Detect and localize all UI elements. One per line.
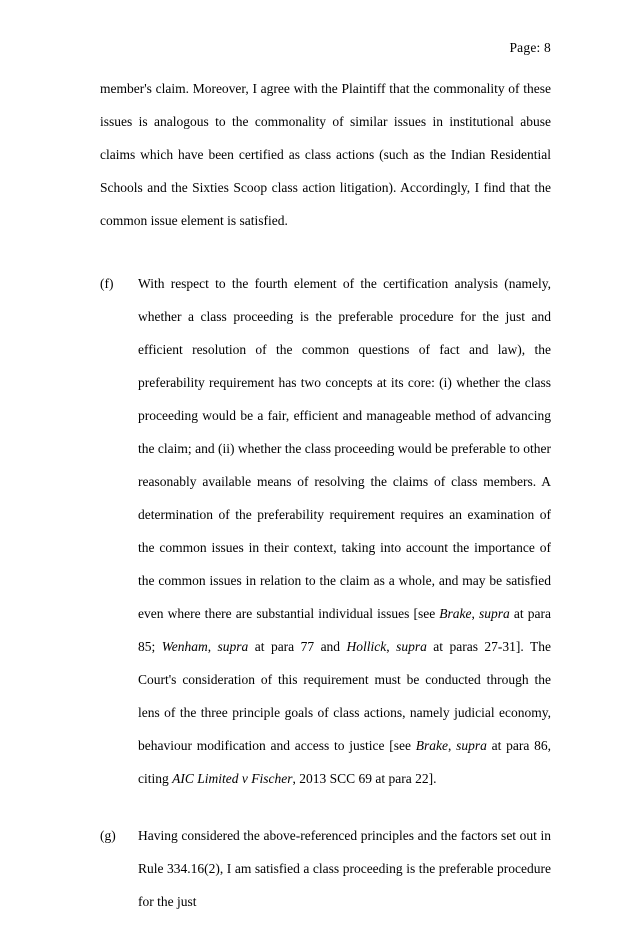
paragraph-text-g: Having considered the above-referenced principles and the factors set out in Rule 334.16(2), I am satisfied a class proceeding is the preferable procedure for the just <box>138 828 551 909</box>
paragraph-continuation <box>100 72 551 237</box>
paragraph-text-f: With respect to the fourth element of the certification analysis (namely, whether a class proceeding is the preferable procedure for the just and efficient resolution of the common questions of fact and law), the preferability requirement has two concepts at its core: (i) whether the class proceeding would be a fair, efficient and manageable method of advancing the claim; and (ii) whether the class proceeding would be preferable to other reasonably available means of resolving the claims of class members. A determination of the preferability requirement requires an examination of the common issues in their context, taking into account the importance of the common issues in relation to the claim as a whole, and may be satisfied even where there are substantial individual issues [see Brake, supra at para 85; Wenham, supra at para 77 and Hollick, supra at paras 27-31]. The Court's consideration of this requirement must be conducted through the lens of the three principle goals of class actions, namely judicial economy, behaviour modification and access to justice [see Brake, supra at para 86, citing AIC Limited v Fischer, 2013 SCC 69 at para 22]. <box>138 276 552 786</box>
paragraph-g <box>100 819 551 918</box>
paragraph-f <box>100 267 551 795</box>
paragraph-label-f: (f) <box>100 276 114 291</box>
document-body <box>100 72 551 942</box>
paragraph-text: member's claim. Moreover, I agree with the Plaintiff that the commonality of these issues is analogous to the commonality of similar issues in institutional abuse claims which have been certified as class actions (such as the Indian Residential Schools and the Sixties Scoop class action litigation). Accordingly, I find that the common issue element is satisfied. <box>100 81 551 228</box>
page-number: Page: 8 <box>509 40 551 55</box>
paragraph-label-g: (g) <box>100 828 116 843</box>
